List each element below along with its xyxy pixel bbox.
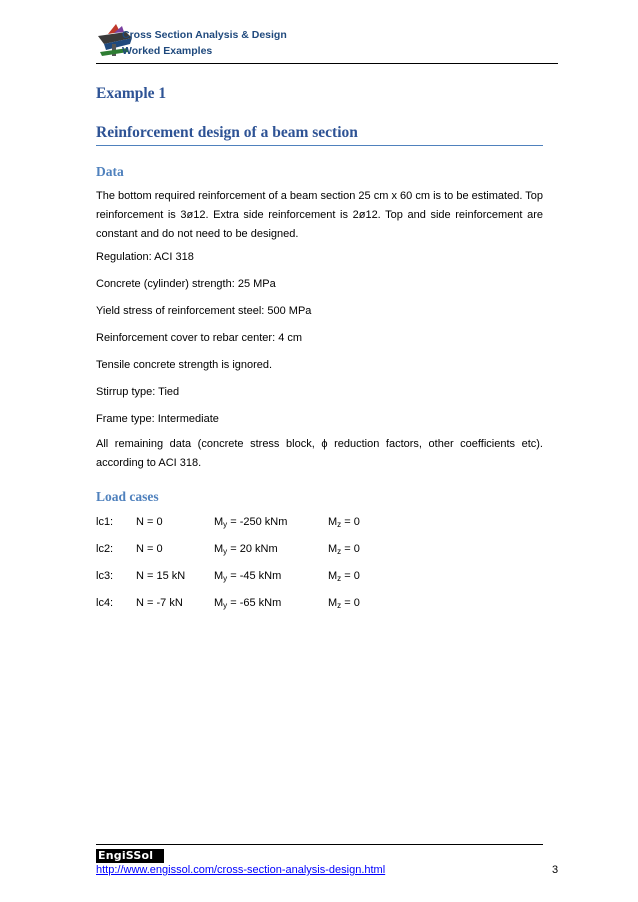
load-case-id: lc3: — [96, 570, 114, 582]
page-number: 3 — [552, 864, 559, 876]
footer-link[interactable]: http://www.engissol.com/cross-section-analysis-design.html — [96, 864, 386, 876]
example-heading: Example 1 — [96, 85, 167, 102]
data-heading: Data — [96, 164, 124, 179]
header-line-2: Worked Examples — [122, 45, 213, 57]
my-symbol: M — [214, 543, 224, 555]
my-subscript: y — [223, 520, 228, 529]
load-case-n: N = 0 — [136, 516, 163, 528]
yield-stress-line: Yield stress of reinforcement steel: 500 MPa — [96, 305, 312, 317]
mz-value: = 0 — [341, 543, 360, 555]
frame-line: Frame type: Intermediate — [96, 413, 219, 425]
my-symbol: M — [214, 597, 224, 609]
my-subscript: y — [223, 574, 228, 583]
mz-subscript: z — [337, 547, 342, 556]
load-case-my — [214, 543, 278, 556]
footer-divider — [96, 844, 543, 845]
mz-symbol: M — [328, 597, 338, 609]
load-case-my — [214, 597, 281, 610]
my-symbol: M — [214, 570, 224, 582]
mz-value: = 0 — [341, 570, 360, 582]
my-value: = -65 kNm — [227, 597, 282, 609]
mz-value: = 0 — [341, 516, 360, 528]
load-case-my — [214, 516, 287, 529]
load-case-mz — [328, 597, 360, 610]
load-case-n: N = 15 kN — [136, 570, 186, 582]
mz-symbol: M — [328, 570, 338, 582]
load-case-id: lc2: — [96, 543, 114, 555]
mz-value: = 0 — [341, 597, 360, 609]
regulation-line: Regulation: ACI 318 — [96, 251, 194, 263]
section-title: Reinforcement design of a beam section — [96, 124, 358, 141]
load-case-mz — [328, 543, 360, 556]
concrete-strength-line: Concrete (cylinder) strength: 25 MPa — [96, 278, 276, 290]
load-case-mz — [328, 570, 360, 583]
my-subscript: y — [223, 601, 228, 610]
load-case-n: N = 0 — [136, 543, 163, 555]
header-line-1: Cross Section Analysis & Design — [122, 29, 287, 41]
mz-subscript: z — [337, 601, 342, 610]
data-intro-paragraph: The bottom required reinforcement of a beam section 25 cm x 60 cm is to be estimated. Top reinforcement is 3ø12. Extra side reinforcement is 2ø12. Top and side reinforcement are constant and do not need to be designed. — [96, 190, 543, 240]
tensile-line: Tensile concrete strength is ignored. — [96, 359, 273, 371]
remaining-data-paragraph: All remaining data (concrete stress block, ϕ reduction factors, other coefficients etc). according to ACI 318. — [96, 438, 543, 469]
mz-symbol: M — [328, 516, 338, 528]
mz-subscript: z — [337, 574, 342, 583]
mz-subscript: z — [337, 520, 342, 529]
load-case-mz — [328, 516, 360, 529]
my-symbol: M — [214, 516, 224, 528]
cover-line: Reinforcement cover to rebar center: 4 cm — [96, 332, 303, 344]
my-value: = 20 kNm — [227, 543, 278, 555]
load-case-id: lc1: — [96, 516, 114, 528]
header-divider — [96, 63, 558, 64]
stirrup-line: Stirrup type: Tied — [96, 386, 180, 398]
my-value: = -45 kNm — [227, 570, 282, 582]
title-divider — [96, 145, 543, 146]
header-text — [122, 27, 287, 59]
page-header — [96, 18, 558, 64]
load-cases-heading: Load cases — [96, 489, 159, 504]
engissol-logo: EngiSSol — [96, 849, 164, 863]
mz-symbol: M — [328, 543, 338, 555]
load-case-my — [214, 570, 281, 583]
my-value: = -250 kNm — [227, 516, 288, 528]
my-subscript: y — [223, 547, 228, 556]
load-case-id: lc4: — [96, 597, 114, 609]
load-case-n: N = -7 kN — [136, 597, 183, 609]
